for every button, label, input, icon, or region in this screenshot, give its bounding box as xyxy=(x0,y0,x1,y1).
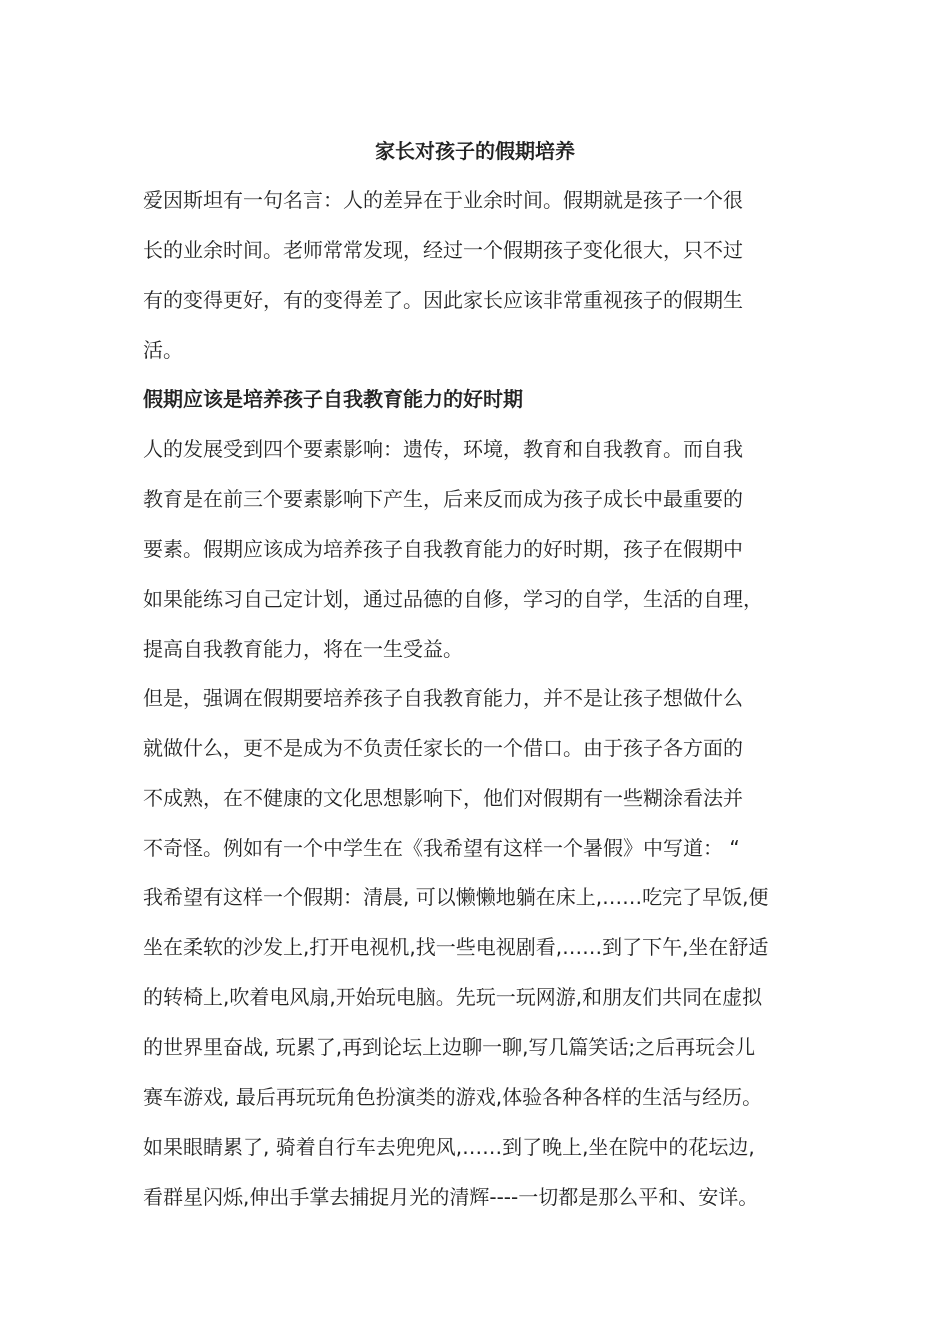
paragraph-1-line-4: 活。 xyxy=(143,338,183,362)
paragraph-1-line-3: 有的变得更好，有的变得差了。因此家长应该非常重视孩子的假期生 xyxy=(143,288,743,312)
paragraph-2-line-2: 教育是在前三个要素影响下产生，后来反而成为孩子成长中最重要的 xyxy=(143,487,743,511)
paragraph-2-line-4: 如果能练习自己定计划，通过品德的自修，学习的自学，生活的自理， xyxy=(143,587,763,611)
paragraph-2-line-1: 人的发展受到四个要素影响：遗传，环境，教育和自我教育。而自我 xyxy=(143,437,743,461)
paragraph-2-line-5: 提高自我教育能力，将在一生受益。 xyxy=(143,637,463,661)
paragraph-1-line-1: 爱因斯坦有一句名言：人的差异在于业余时间。假期就是孩子一个很 xyxy=(143,188,743,212)
paragraph-3-line-6: 坐在柔软的沙发上,打开电视机,找一些电视剧看,……到了下午,坐在舒适 xyxy=(143,935,769,959)
paragraph-3-line-8: 的世界里奋战, 玩累了,再到论坛上边聊一聊,写几篇笑话;之后再玩会儿 xyxy=(143,1035,756,1059)
section-heading: 假期应该是培养孩子自我教育能力的好时期 xyxy=(143,387,523,411)
paragraph-3-line-9: 赛车游戏, 最后再玩玩角色扮演类的游戏,体验各种各样的生活与经历。 xyxy=(143,1085,763,1109)
paragraph-3-line-5: 我希望有这样一个假期：清晨, 可以懒懒地躺在床上,……吃完了早饭,便 xyxy=(143,885,769,909)
paragraph-3-line-11: 看群星闪烁,伸出手掌去捕捉月光的清辉----一切都是那么平和、安详。 xyxy=(143,1185,759,1209)
paragraph-3-line-10: 如果眼睛累了, 骑着自行车去兜兜风,……到了晚上,坐在院中的花坛边, xyxy=(143,1135,755,1159)
paragraph-2-line-3: 要素。假期应该成为培养孩子自我教育能力的好时期，孩子在假期中 xyxy=(143,537,743,561)
document-title: 家长对孩子的假期培养 xyxy=(375,139,575,163)
paragraph-3-line-3: 不成熟，在不健康的文化思想影响下，他们对假期有一些糊涂看法并 xyxy=(143,786,743,810)
paragraph-3-line-4: 不奇怪。例如有一个中学生在《我希望有这样一个暑假》中写道： “ xyxy=(143,836,740,860)
paragraph-3-line-1: 但是，强调在假期要培养孩子自我教育能力，并不是让孩子想做什么 xyxy=(143,686,743,710)
paragraph-3-line-7: 的转椅上,吹着电风扇,开始玩电脑。先玩一玩网游,和朋友们共同在虚拟 xyxy=(143,985,763,1009)
paragraph-1-line-2: 长的业余时间。老师常常发现，经过一个假期孩子变化很大，只不过 xyxy=(143,238,743,262)
paragraph-3-line-2: 就做什么，更不是成为不负责任家长的一个借口。由于孩子各方面的 xyxy=(143,736,743,760)
